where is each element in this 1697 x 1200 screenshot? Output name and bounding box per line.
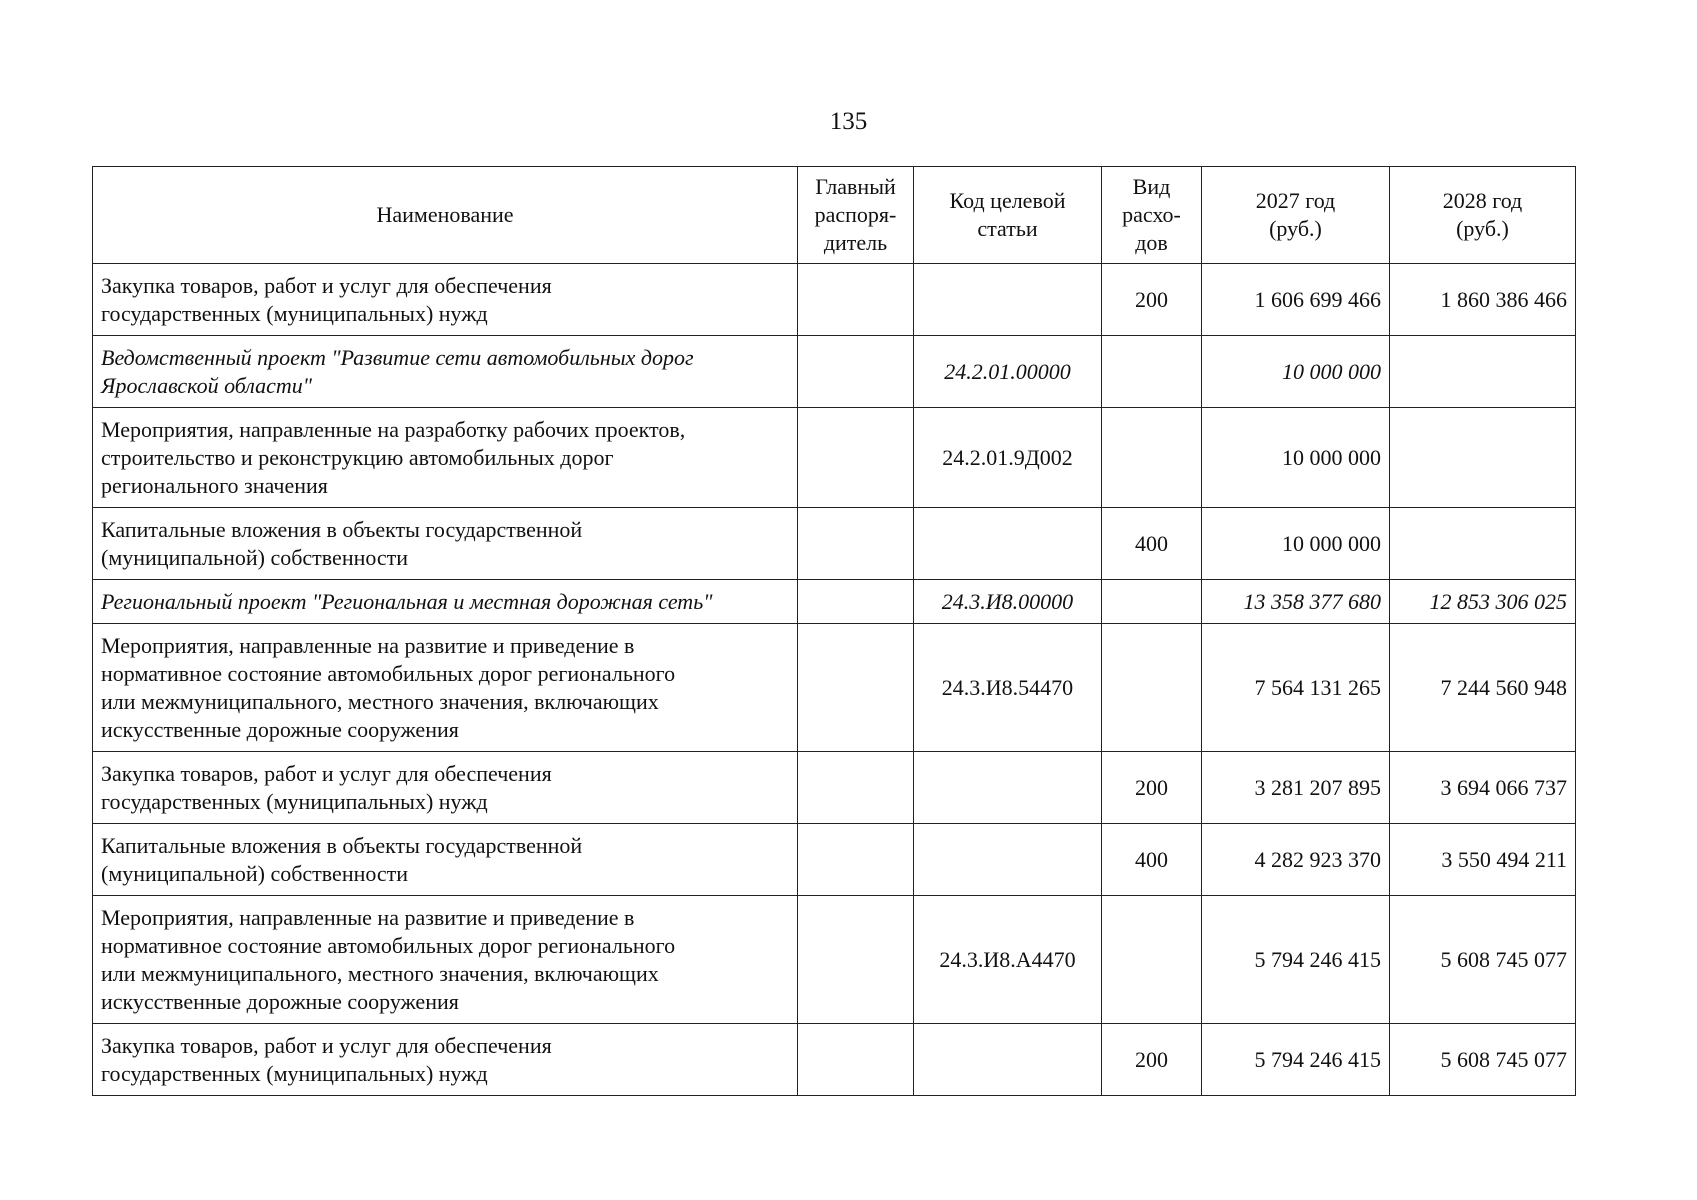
cell-name-line: Мероприятия, направленные на развитие и приведение в bbox=[101, 632, 635, 658]
cell-name-line: Региональный проект "Региональная и местная дорожная сеть" bbox=[101, 588, 713, 614]
cell-name bbox=[93, 264, 798, 336]
table-header-row bbox=[93, 167, 1576, 264]
table-row bbox=[93, 408, 1576, 508]
cell-2027: 5 794 246 415 bbox=[1202, 1024, 1390, 1096]
cell-name-line: государственных (муниципальных) нужд bbox=[101, 1060, 488, 1086]
cell-code bbox=[914, 508, 1102, 580]
cell-code: 24.3.И8.А4470 bbox=[914, 896, 1102, 1024]
cell-code bbox=[914, 824, 1102, 896]
cell-2028: 3 694 066 737 bbox=[1390, 752, 1576, 824]
cell-name bbox=[93, 824, 798, 896]
cell-2027: 7 564 131 265 bbox=[1202, 624, 1390, 752]
cell-name bbox=[93, 408, 798, 508]
cell-name bbox=[93, 624, 798, 752]
cell-name-line: Закупка товаров, работ и услуг для обеспечения bbox=[101, 272, 552, 298]
cell-name-line: искусственные дорожные сооружения bbox=[101, 716, 459, 742]
cell-2028: 1 860 386 466 bbox=[1390, 264, 1576, 336]
table-row bbox=[93, 580, 1576, 624]
header-2028: 2028 год (руб.) bbox=[1390, 167, 1576, 264]
cell-manager bbox=[798, 264, 914, 336]
cell-name-line: Закупка товаров, работ и услуг для обеспечения bbox=[101, 760, 552, 786]
cell-expense-type: 200 bbox=[1102, 1024, 1202, 1096]
cell-name-line: нормативное состояние автомобильных дорог регионального bbox=[101, 660, 676, 686]
cell-2028: 12 853 306 025 bbox=[1390, 580, 1576, 624]
cell-manager bbox=[798, 896, 914, 1024]
cell-2027: 10 000 000 bbox=[1202, 408, 1390, 508]
cell-name bbox=[93, 508, 798, 580]
cell-code: 24.3.И8.54470 bbox=[914, 624, 1102, 752]
cell-2027: 3 281 207 895 bbox=[1202, 752, 1390, 824]
cell-2027: 5 794 246 415 bbox=[1202, 896, 1390, 1024]
cell-2027: 13 358 377 680 bbox=[1202, 580, 1390, 624]
cell-expense-type bbox=[1102, 408, 1202, 508]
cell-name-line: Закупка товаров, работ и услуг для обеспечения bbox=[101, 1032, 552, 1058]
cell-expense-type: 200 bbox=[1102, 264, 1202, 336]
cell-expense-type bbox=[1102, 580, 1202, 624]
cell-manager bbox=[798, 1024, 914, 1096]
cell-manager bbox=[798, 408, 914, 508]
table-row bbox=[93, 624, 1576, 752]
header-manager: Главный распоря- дитель bbox=[798, 167, 914, 264]
cell-manager bbox=[798, 336, 914, 408]
cell-code: 24.2.01.00000 bbox=[914, 336, 1102, 408]
header-expense-type: Вид расхо- дов bbox=[1102, 167, 1202, 264]
cell-2027: 10 000 000 bbox=[1202, 508, 1390, 580]
cell-name-line: регионального значения bbox=[101, 472, 328, 498]
cell-code bbox=[914, 752, 1102, 824]
cell-name-line: искусственные дорожные сооружения bbox=[101, 988, 459, 1014]
table-row bbox=[93, 824, 1576, 896]
header-2027: 2027 год (руб.) bbox=[1202, 167, 1390, 264]
cell-name-line: (муниципальной) собственности bbox=[101, 544, 409, 570]
cell-2028 bbox=[1390, 408, 1576, 508]
cell-2028: 5 608 745 077 bbox=[1390, 1024, 1576, 1096]
cell-2028: 7 244 560 948 bbox=[1390, 624, 1576, 752]
cell-manager bbox=[798, 752, 914, 824]
cell-name-line: Мероприятия, направленные на развитие и приведение в bbox=[101, 904, 635, 930]
cell-2028 bbox=[1390, 336, 1576, 408]
table-row bbox=[93, 508, 1576, 580]
cell-2027: 1 606 699 466 bbox=[1202, 264, 1390, 336]
cell-name bbox=[93, 336, 798, 408]
cell-manager bbox=[798, 508, 914, 580]
table-row bbox=[93, 896, 1576, 1024]
cell-2028 bbox=[1390, 508, 1576, 580]
table-body bbox=[93, 264, 1576, 1096]
cell-2028: 3 550 494 211 bbox=[1390, 824, 1576, 896]
cell-name-line: (муниципальной) собственности bbox=[101, 860, 409, 886]
header-name: Наименование bbox=[93, 167, 798, 264]
cell-expense-type: 400 bbox=[1102, 824, 1202, 896]
cell-name-line: нормативное состояние автомобильных дорог регионального bbox=[101, 932, 676, 958]
cell-name-line: или межмуниципального, местного значения, включающих bbox=[101, 960, 659, 986]
cell-name-line: Капитальные вложения в объекты государственной bbox=[101, 516, 583, 542]
cell-name-line: строительство и реконструкцию автомобильных дорог bbox=[101, 444, 614, 470]
cell-expense-type: 400 bbox=[1102, 508, 1202, 580]
table-row bbox=[93, 1024, 1576, 1096]
cell-name-line: Ярославской области" bbox=[101, 372, 313, 398]
cell-expense-type bbox=[1102, 336, 1202, 408]
cell-expense-type: 200 bbox=[1102, 752, 1202, 824]
cell-name-line: или межмуниципального, местного значения, включающих bbox=[101, 688, 659, 714]
cell-name bbox=[93, 896, 798, 1024]
cell-code: 24.3.И8.00000 bbox=[914, 580, 1102, 624]
cell-manager bbox=[798, 624, 914, 752]
cell-name bbox=[93, 1024, 798, 1096]
cell-expense-type bbox=[1102, 896, 1202, 1024]
cell-2027: 4 282 923 370 bbox=[1202, 824, 1390, 896]
cell-manager bbox=[798, 824, 914, 896]
cell-code bbox=[914, 264, 1102, 336]
page-number: 135 bbox=[829, 108, 868, 135]
cell-name-line: Мероприятия, направленные на разработку рабочих проектов, bbox=[101, 416, 686, 442]
header-code: Код целевой статьи bbox=[914, 167, 1102, 264]
cell-expense-type bbox=[1102, 624, 1202, 752]
cell-name bbox=[93, 752, 798, 824]
cell-name-line: государственных (муниципальных) нужд bbox=[101, 300, 488, 326]
table-row bbox=[93, 264, 1576, 336]
budget-table bbox=[92, 166, 1576, 1096]
cell-code: 24.2.01.9Д002 bbox=[914, 408, 1102, 508]
cell-manager bbox=[798, 580, 914, 624]
cell-2028: 5 608 745 077 bbox=[1390, 896, 1576, 1024]
cell-name-line: государственных (муниципальных) нужд bbox=[101, 788, 488, 814]
cell-2027: 10 000 000 bbox=[1202, 336, 1390, 408]
cell-name-line: Капитальные вложения в объекты государственной bbox=[101, 832, 583, 858]
table-row bbox=[93, 336, 1576, 408]
table-row bbox=[93, 752, 1576, 824]
cell-name bbox=[93, 580, 798, 624]
cell-name-line: Ведомственный проект "Развитие сети автомобильных дорог bbox=[101, 344, 694, 370]
cell-code bbox=[914, 1024, 1102, 1096]
